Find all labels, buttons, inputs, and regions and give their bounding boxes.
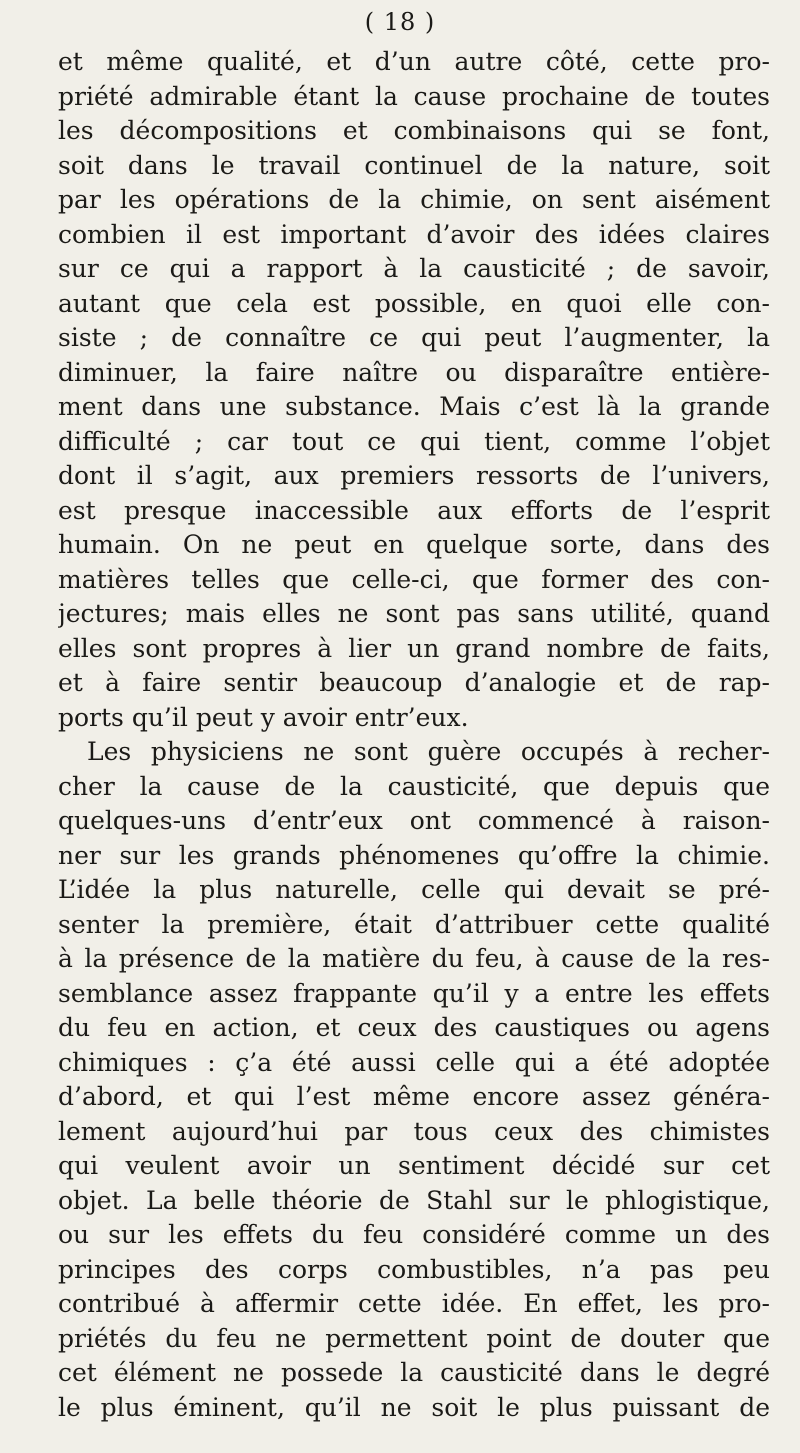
text-line: ner sur les grands phénomenes qu’offre la chimie. (58, 840, 770, 870)
text-line: L’idée la plus naturelle, celle qui devait se pré- (58, 875, 770, 904)
text-line: et même qualité, et d’un autre côté, cette pro- (58, 47, 770, 76)
text-line: les décompositions et combinaisons qui se font, (58, 116, 770, 145)
text-line: priétés du feu ne permettent point de douter que (58, 1323, 770, 1353)
text-line: à la présence de la matière du feu, à cause de la res- (58, 944, 770, 973)
page-number: ( 18 ) (364, 8, 436, 36)
text-line: contribué à affermir cette idée. En effet, les pro- (58, 1289, 770, 1318)
text-line: sur ce qui a rapport à la causticité ; de savoir, (58, 254, 770, 283)
text-line: d’abord, et qui l’est même encore assez généra- (58, 1082, 770, 1111)
text-line: principes des corps combustibles, n’a pas peu (58, 1254, 770, 1284)
text-line: objet. La belle théorie de Stahl sur le phlogistique, (58, 1185, 770, 1215)
text-line: combien il est important d’avoir des idées claires (58, 219, 770, 249)
text-line: dont il s’agit, aux premiers ressorts de l’univers, (58, 461, 770, 490)
text-line: semblance assez frappante qu’il y a entre les effets (58, 978, 770, 1008)
text-line: diminuer, la faire naître ou disparaître entière- (58, 357, 770, 387)
text-line: et à faire sentir beaucoup d’analogie et de rap- (58, 668, 770, 697)
text-line: cet élément ne possede la causticité dans le degré (58, 1358, 770, 1387)
text-line: ment dans une substance. Mais c’est là la grande (58, 392, 770, 421)
text-line: quelques-uns d’entr’eux ont commencé à raison- (58, 806, 770, 835)
text-line: chimiques : ç’a été aussi celle qui a été adoptée (58, 1047, 770, 1077)
text-line: Les physiciens ne sont guère occupés à recher- (87, 737, 770, 766)
text-line: siste ; de connaître ce qui peut l’augmenter, la (58, 323, 770, 352)
text-line: ports qu’il peut y avoir entr’eux. (58, 702, 469, 732)
text-line: humain. On ne peut en quelque sorte, dans des (58, 530, 770, 559)
text-line: du feu en action, et ceux des caustiques ou agens (58, 1013, 770, 1042)
body-text (58, 45, 770, 1425)
text-line: lement aujourd’hui par tous ceux des chimistes (58, 1116, 770, 1146)
text-line: ou sur les effets du feu considéré comme un des (58, 1220, 770, 1249)
text-line: matières telles que celle-ci, que former des con- (58, 564, 770, 594)
text-line: soit dans le travail continuel de la nature, soit (58, 150, 770, 180)
text-line: par les opérations de la chimie, on sent aisément (58, 185, 770, 214)
text-line: jectures; mais elles ne sont pas sans utilité, quand (58, 599, 770, 628)
text-line: qui veulent avoir un sentiment décidé sur cet (58, 1151, 770, 1180)
text-line: autant que cela est possible, en quoi elle con- (58, 288, 770, 318)
text-line: cher la cause de la causticité, que depuis que (58, 771, 770, 801)
text-line: priété admirable étant la cause prochaine de toutes (58, 81, 770, 111)
text-line: le plus éminent, qu’il ne soit le plus puissant de (58, 1392, 770, 1422)
text-line: est presque inaccessible aux efforts de l’esprit (58, 495, 770, 525)
text-line: difficulté ; car tout ce qui tient, comme l’objet (58, 426, 770, 456)
text-line: senter la première, était d’attribuer cette qualité (58, 909, 770, 939)
text-line: elles sont propres à lier un grand nombre de faits, (58, 633, 770, 663)
